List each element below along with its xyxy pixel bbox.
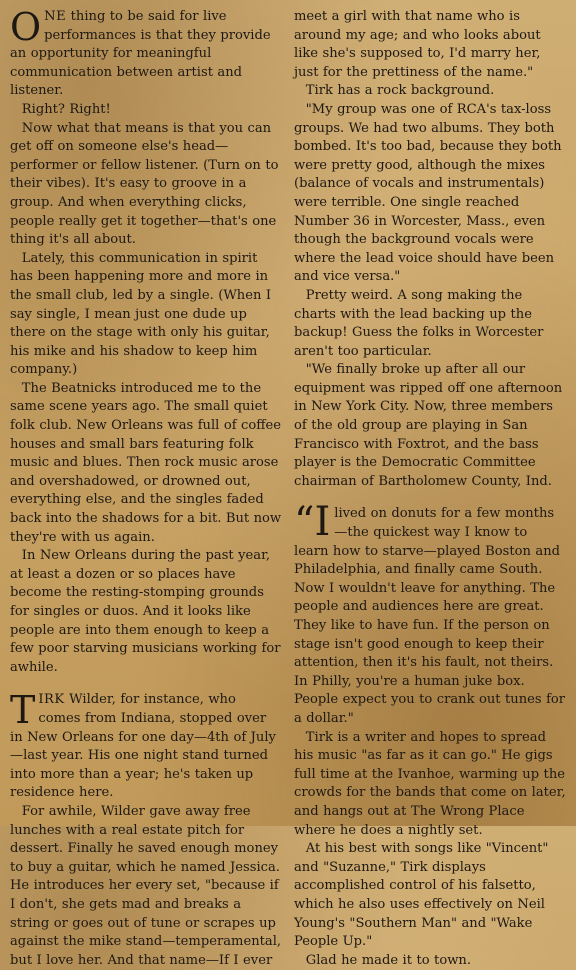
paragraph: Right? Right! [21, 101, 111, 117]
paragraph: "We finally broke up after all our equipment was ripped off one afternoon in New York City. Now, three members of the old group are playing in San Francisco with Foxtrot, and the bass player is the Democratic Committee chairman of Bartholomew County, Ind. [294, 362, 563, 489]
right-column [294, 8, 566, 968]
paragraph: Pretty weird. A song making the charts with the lead backing up the backup! Guess the folks in Worcester aren't too particular. [294, 287, 544, 359]
paragraph-section [10, 688, 282, 803]
paragraph: At his best with songs like "Vincent" and "Suzanne," Tirk displays accomplished control of his falsetto, which he also uses effectively on Neil Young's "Southern Man" and "Wake People Up." [294, 841, 549, 950]
paragraph: Lately, this communication in spirit has been happening more and more in the small club, led by a single. (When I say single, I mean just one dude up there on the stage with only his guitar, his mike and his shadow to keep him company.) [10, 250, 272, 378]
lead-in: NE [44, 9, 67, 24]
paragraph-text: thing to be said for live performances is that they provide an opportunity for meaningful communication between artist and listener. [10, 9, 271, 99]
paragraph: Glad he made it to town. [305, 952, 472, 968]
paragraph: The Beatnicks introduced me to the same scene years ago. The small quiet folk club. New Orleans was full of coffee houses and small bars featuring folk music and blues. Then rock music arose and overshadowed, or drowned out, everything else, and the singles faded back into the shadows for a bit. But now they're with us again. [10, 380, 282, 545]
paragraph: Tirk has a rock background. [305, 83, 495, 99]
section-gap [10, 677, 282, 691]
paragraph-intro [10, 5, 282, 101]
paragraph-text: lived on donuts for a few months—the quickest way I know to learn how to starve—played Boston and Philadelphia, and finally came South. Now I wouldn't leave for anything. The people and audiences here are great. They like to have fun. If the person on stage isn't good enough to keep their attention, then it's his fault, not theirs. In Philly, you're a human juke box. People expect you to crank out tunes for a dollar." [294, 506, 566, 726]
paragraph: meet a girl with that name who is around my age; and who looks about like she's supposed to, I'd marry her, just for the prettiness of the name." [294, 9, 541, 80]
drop-cap: T [10, 688, 36, 733]
paragraph-text: Wilder, for instance, who comes from Indiana, stopped over in New Orleans for one day—4th of July—last year. His one night stand turned into more than a year; he's taken up residence here. [10, 692, 276, 801]
lead-in: IRK [38, 692, 65, 708]
drop-cap: O [10, 5, 42, 49]
paragraph: "My group was one of RCA's tax-loss groups. We had two albums. They both bombed. It's too bad, because they both were pretty good, although the mixes (balance of vocals and instrumentals) were terrible. One single reached Number 36 in Worcester, Mass., even though the background vocals were where the lead voice should have been and vice versa." [294, 101, 562, 285]
paragraph-section [294, 499, 566, 728]
paragraph: For awhile, Wilder gave away free lunches with a real estate pitch for dessert. Finally he saved enough money to buy a guitar, which he named Jessica. He introduces her every set, "because if I don't, she gets mad and breaks a string or goes out of tune or scrapes up against the mike stand—temperamental, but I love her. And that name—If I ever [10, 803, 282, 968]
section-gap [294, 491, 566, 505]
drop-cap: “I [294, 499, 331, 546]
paragraph: Now what that means is that you can get off on someone else's head—performer or fellow listener. (Turn on to their vibes). It's easy to groove in a group. And when everything clicks, people really get it together—that's one thing it's all about. [10, 120, 279, 248]
paragraph: Tirk is a writer and hopes to spread his music "as far as it can go." He gigs full time at the Ivanhoe, warming up the crowds for the bands that come on later, and hangs out at The Wrong Place where he does a nightly set. [294, 729, 566, 838]
paragraph: In New Orleans during the past year, at least a dozen or so places have become the resting-stomping grounds for singles or duos. And it looks like people are into them enough to keep a few poor starving musicians working for awhile. [10, 548, 281, 675]
left-column [10, 5, 282, 968]
